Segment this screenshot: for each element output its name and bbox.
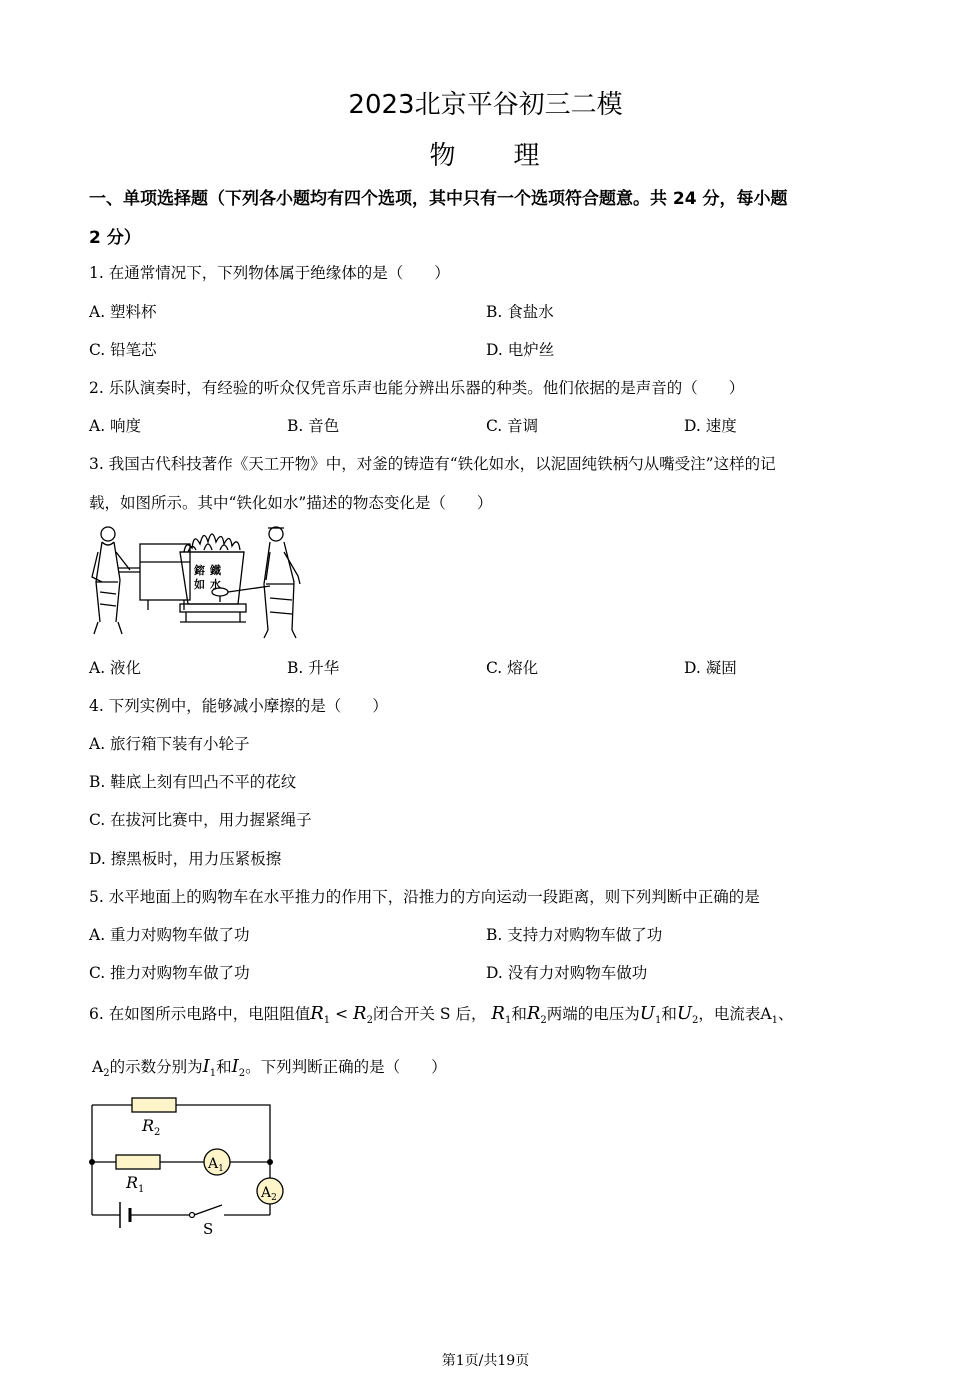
- q4-option-b: B. 鞋底上刻有凹凸不平的花纹: [89, 773, 297, 791]
- q5-stem: 5. 水平地面上的购物车在水平推力的作用下，沿推力的方向运动一段距离，则下列判断中正确的是: [89, 888, 760, 906]
- q5-option-d: D. 没有力对购物车做功: [486, 964, 648, 982]
- q1-option-b: B. 食盐水: [486, 303, 554, 321]
- section-heading-line2: 2 分）: [89, 228, 141, 248]
- q3-option-c: C. 熔化: [486, 659, 539, 677]
- q3-option-b: B. 升华: [287, 659, 340, 677]
- page-footer: 第1页/共19页: [441, 1353, 530, 1369]
- label-r1: $R_1$: [126, 1173, 145, 1195]
- q4-option-d: D. 擦黑板时，用力压紧板擦: [89, 850, 282, 868]
- q3-option-a: A. 液化: [89, 659, 142, 677]
- q2-option-a: A. 响度: [89, 417, 142, 435]
- q1-option-a: A. 塑料杯: [89, 303, 157, 321]
- q1-stem: 1. 在通常情况下，下列物体属于绝缘体的是（ ）: [89, 264, 450, 282]
- q1-option-c: C. 铅笔芯: [89, 341, 157, 359]
- q3-stem-line2: 载，如图所示。其中“铁化如水”描述的物态变化是（ ）: [89, 494, 493, 512]
- label-switch: S: [203, 1220, 214, 1238]
- q4-option-c: C. 在拔河比赛中，用力握紧绳子: [89, 811, 312, 829]
- q2-stem: 2. 乐队演奏时，有经验的听众仅凭音乐声也能分辨出乐器的种类。他们依据的是声音的（ ）: [89, 379, 745, 397]
- figure-char-4: 水: [210, 578, 221, 591]
- q5-option-a: A. 重力对购物车做了功: [89, 926, 250, 944]
- label-a2: $A_2$: [261, 1185, 277, 1203]
- q5-option-c: C. 推力对购物车做了功: [89, 964, 250, 982]
- figure-char-2: 鐵: [210, 564, 221, 577]
- q6-stem-line2: $A_2$的示数分别为$I_1$和$I_2$。下列判断正确的是（ ）: [92, 1056, 447, 1080]
- label-a1: $A_1$: [208, 1156, 224, 1174]
- casting-illustration: [88, 522, 318, 642]
- page-title: 2023北京平谷初三二模: [348, 90, 623, 120]
- label-r2: $R_2$: [142, 1116, 161, 1138]
- subject-title: 物 理: [429, 141, 542, 171]
- q4-option-a: A. 旅行箱下装有小轮子: [89, 735, 250, 753]
- q5-option-b: B. 支持力对购物车做了功: [486, 926, 663, 944]
- q2-option-c: C. 音调: [486, 417, 539, 435]
- section-heading-line1: 一、单项选择题（下列各小题均有四个选项，其中只有一个选项符合题意。共 24 分，每小题: [89, 189, 788, 209]
- circuit-diagram: [84, 1092, 284, 1242]
- figure-char-3: 如: [194, 578, 205, 591]
- q3-stem-line1: 3. 我国古代科技著作《天工开物》中，对釜的铸造有“铁化如水，以泥固纯铁柄勺从嘴受注”这样的记: [89, 455, 776, 473]
- figure-char-1: 鎔: [194, 564, 205, 577]
- q1-option-d: D. 电炉丝: [486, 341, 555, 359]
- q3-option-d: D. 凝固: [684, 659, 737, 677]
- q2-option-d: D. 速度: [684, 417, 737, 435]
- q6-stem-line1: 6. 在如图所示电路中，电阻阻值$R_1 < R_2$闭合开关 S 后， $R_1$和$R_2$两端的电压为$U_1$和$U_2$，电流表$A_1$、: [89, 1003, 794, 1027]
- q4-stem: 4. 下列实例中，能够减小摩擦的是（ ）: [89, 697, 388, 715]
- q2-option-b: B. 音色: [287, 417, 340, 435]
